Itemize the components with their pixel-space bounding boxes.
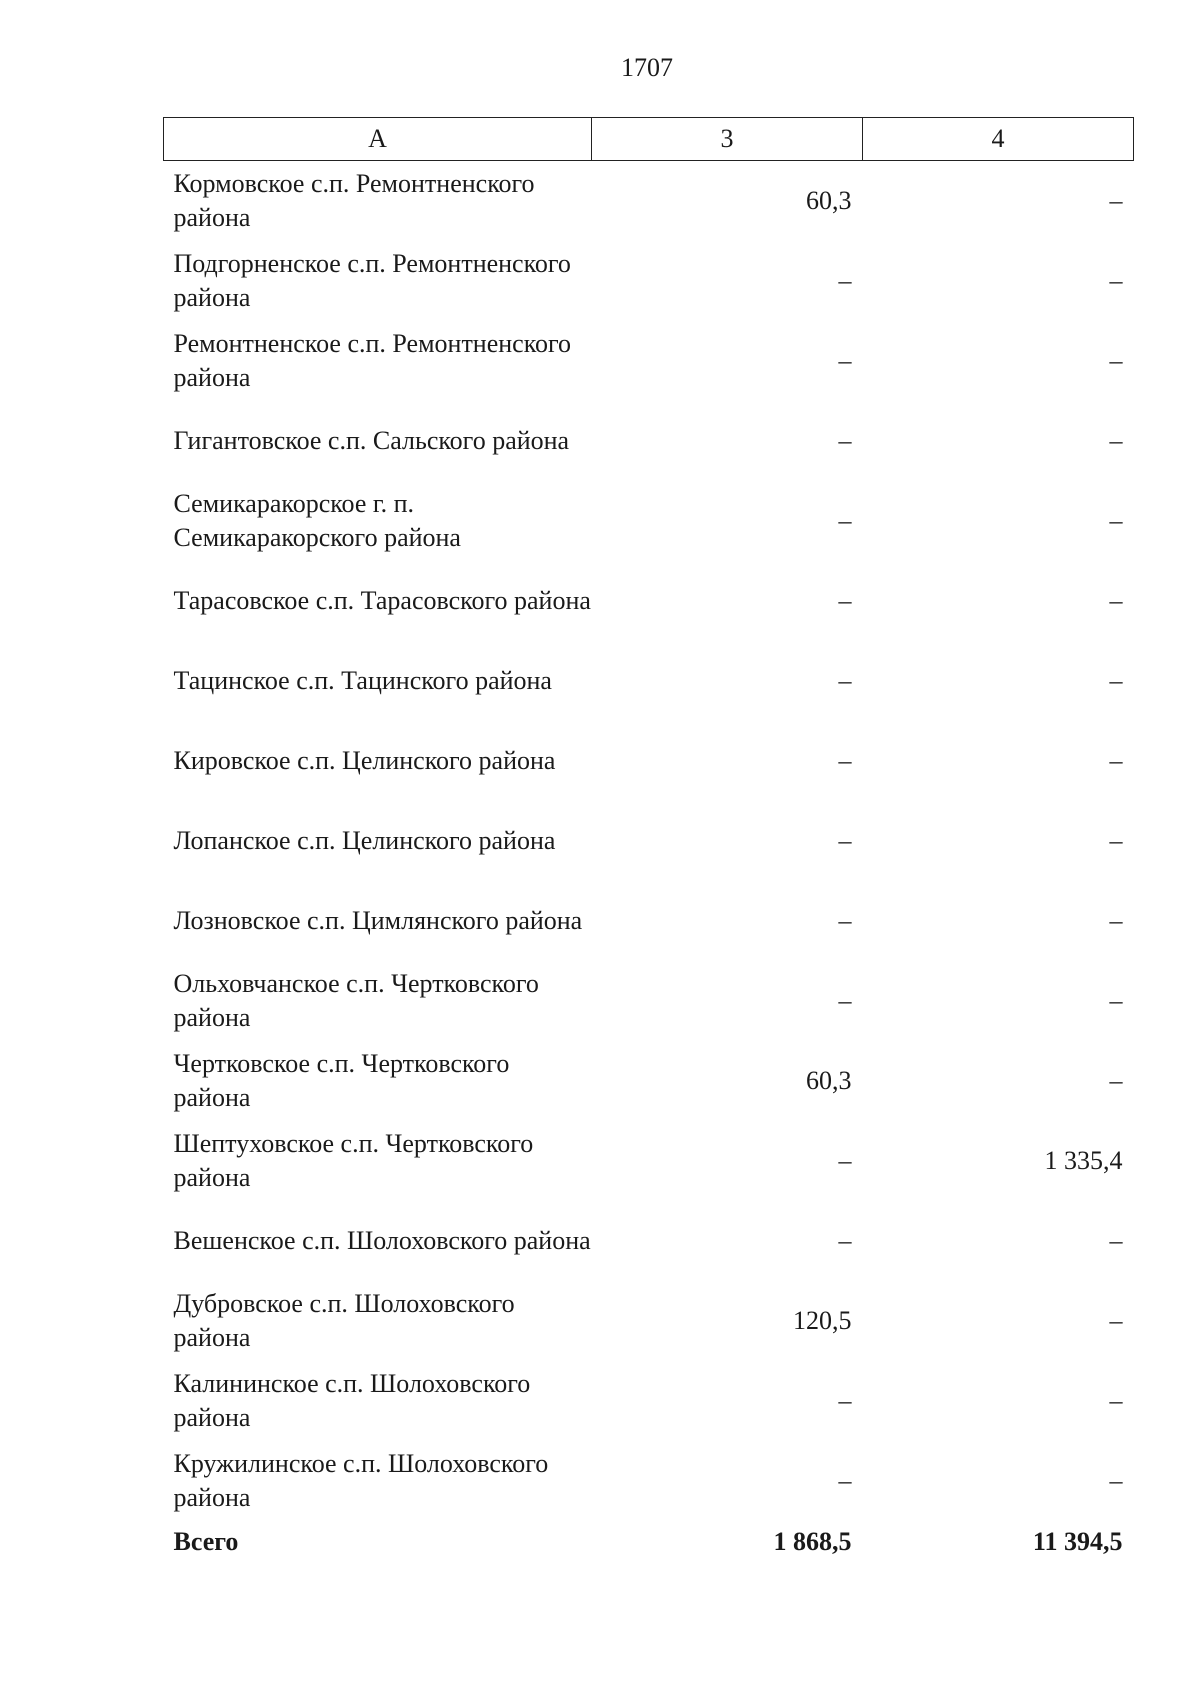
settlement-name: Кировское с.п. Целинского района — [173, 746, 556, 775]
settlement-name: Чертковское с.п. Чертковского района — [173, 1049, 510, 1112]
total-col-3: 1 868,5 — [773, 1527, 852, 1556]
value-col-4: – — [1109, 346, 1123, 375]
value-col-4: – — [1109, 1466, 1123, 1495]
table-row — [164, 241, 1134, 321]
settlement-name: Лопанское с.п. Целинского района — [173, 826, 556, 855]
value-col-4: – — [1109, 1066, 1123, 1095]
settlement-name: Калининское с.п. Шолоховского района — [173, 1369, 531, 1432]
value-col-4: – — [1109, 986, 1123, 1015]
total-label: Всего — [173, 1527, 239, 1556]
header-col-a: А — [164, 118, 592, 161]
table-row — [164, 561, 1134, 641]
settlement-name: Кормовское с.п. Ремонтненского района — [173, 169, 535, 232]
settlement-name: Дубровское с.п. Шолоховского района — [173, 1289, 515, 1352]
value-col-3: – — [838, 666, 852, 695]
value-col-4: – — [1109, 666, 1123, 695]
table-row — [164, 961, 1134, 1041]
table-row — [164, 1361, 1134, 1441]
value-col-3: – — [838, 1466, 852, 1495]
settlement-name: Подгорненское с.п. Ремонтненского района — [173, 249, 571, 312]
total-col-4: 11 394,5 — [1032, 1527, 1123, 1556]
table-row — [164, 641, 1134, 721]
value-col-3: – — [838, 826, 852, 855]
table-row — [164, 1201, 1134, 1281]
settlement-name: Шептуховское с.п. Чертковского района — [173, 1129, 534, 1192]
value-col-4: 1 335,4 — [1044, 1146, 1123, 1175]
settlement-name: Тацинское с.п. Тацинского района — [173, 666, 552, 695]
settlement-name: Тарасовское с.п. Тарасовского района — [173, 586, 591, 615]
settlement-name: Семикаракорское г. п. Семикаракорского района — [173, 489, 461, 552]
table-row — [164, 481, 1134, 561]
table-row — [164, 1441, 1134, 1521]
table-row — [164, 1121, 1134, 1201]
value-col-3: – — [838, 746, 852, 775]
value-col-3: – — [838, 986, 852, 1015]
settlement-name: Лозновское с.п. Цимлянского района — [173, 906, 583, 935]
table-row — [164, 161, 1134, 242]
header-col-3: 3 — [592, 118, 863, 161]
value-col-4: – — [1109, 186, 1123, 215]
table-row — [164, 321, 1134, 401]
table-header-row — [164, 118, 1134, 161]
table-row — [164, 401, 1134, 481]
value-col-4: – — [1109, 906, 1123, 935]
value-col-3: – — [838, 426, 852, 455]
value-col-3: – — [838, 1386, 852, 1415]
value-col-3: – — [838, 506, 852, 535]
value-col-4: – — [1109, 426, 1123, 455]
value-col-3: – — [838, 586, 852, 615]
value-col-3: – — [838, 1226, 852, 1255]
table-row — [164, 881, 1134, 961]
value-col-4: – — [1109, 1386, 1123, 1415]
value-col-4: – — [1109, 1306, 1123, 1335]
settlement-name: Кружилинское с.п. Шолоховского района — [173, 1449, 549, 1512]
value-col-3: – — [838, 906, 852, 935]
settlement-name: Вешенское с.п. Шолоховского района — [173, 1226, 591, 1255]
budget-table — [163, 117, 1134, 1577]
value-col-4: – — [1109, 586, 1123, 615]
settlement-name: Ремонтненское с.п. Ремонтненского района — [173, 329, 572, 392]
value-col-3: 60,3 — [806, 1066, 852, 1095]
value-col-3: 120,5 — [793, 1306, 852, 1335]
value-col-4: – — [1109, 1226, 1123, 1255]
value-col-4: – — [1109, 746, 1123, 775]
value-col-3: 60,3 — [806, 186, 852, 215]
value-col-4: – — [1109, 826, 1123, 855]
page-number: 1707 — [621, 53, 673, 82]
total-row — [164, 1521, 1134, 1577]
value-col-3: – — [838, 346, 852, 375]
table-row — [164, 801, 1134, 881]
table-row — [164, 721, 1134, 801]
value-col-4: – — [1109, 266, 1123, 295]
value-col-3: – — [838, 1146, 852, 1175]
table-row — [164, 1041, 1134, 1121]
settlement-name: Ольховчанское с.п. Чертковского района — [173, 969, 539, 1032]
header-col-4: 4 — [863, 118, 1134, 161]
value-col-4: – — [1109, 506, 1123, 535]
table-row — [164, 1281, 1134, 1361]
settlement-name: Гигантовское с.п. Сальского района — [173, 426, 570, 455]
value-col-3: – — [838, 266, 852, 295]
